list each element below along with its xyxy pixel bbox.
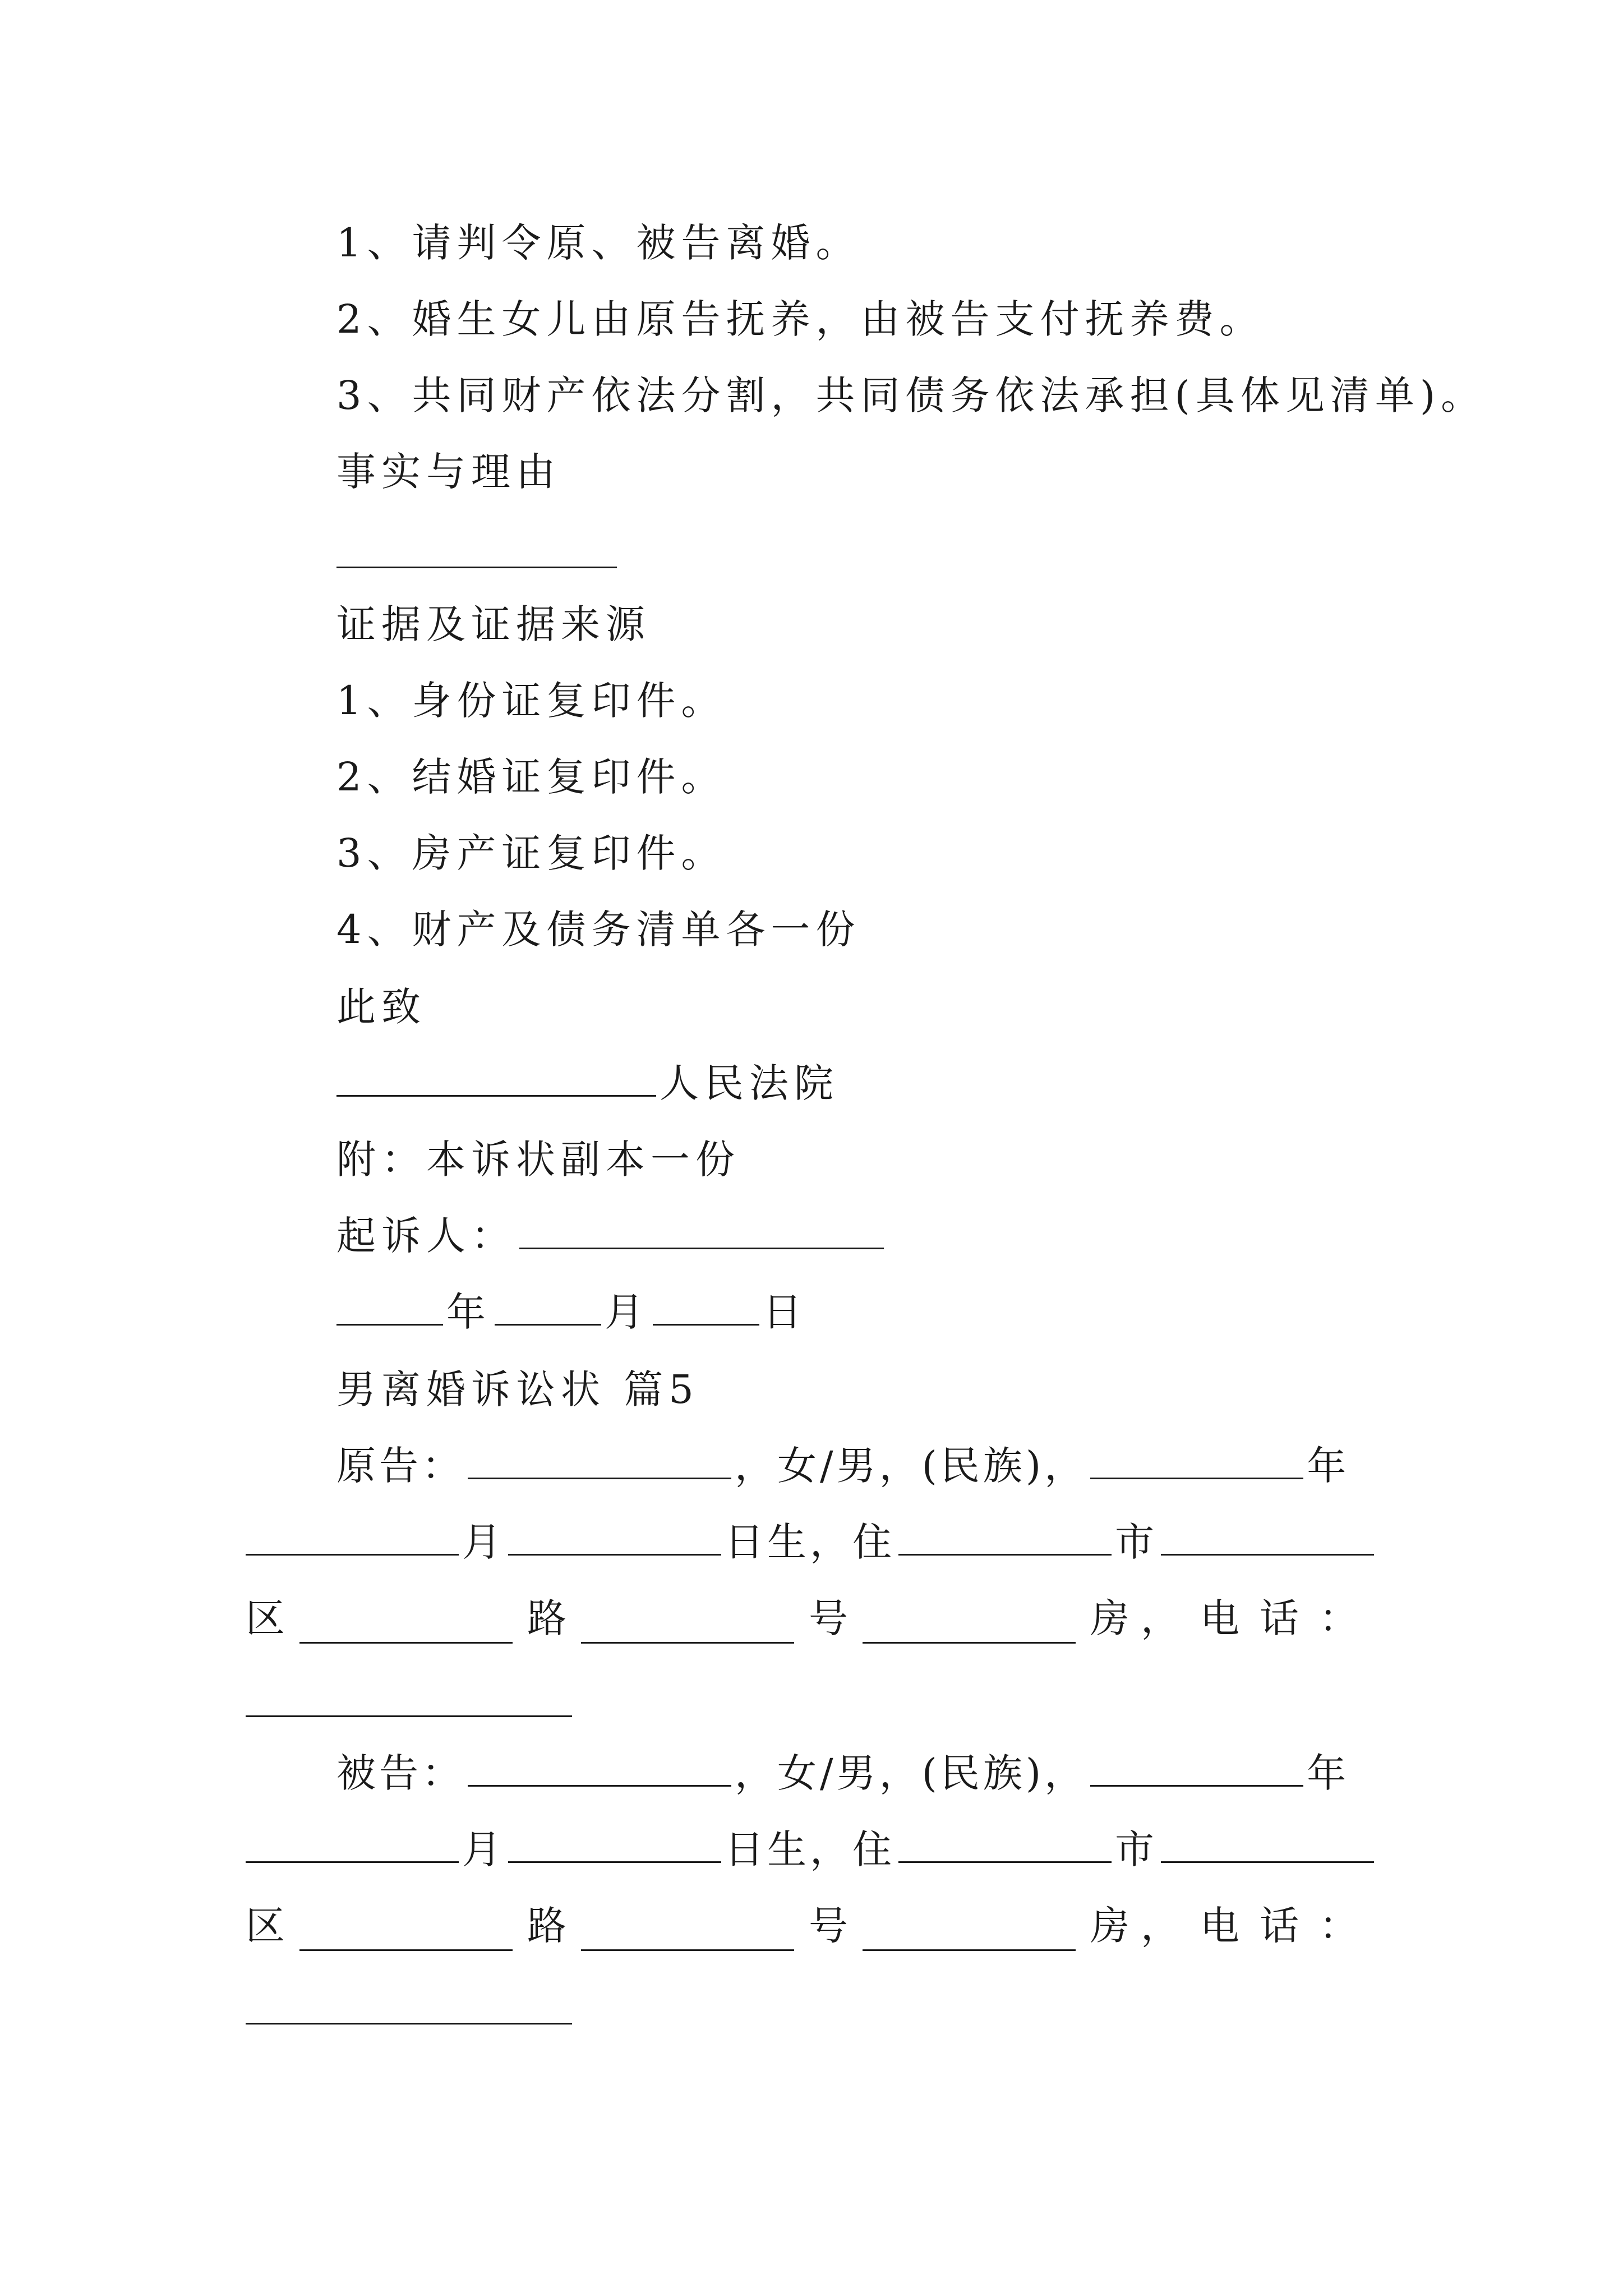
birth-year-blank: [1090, 1751, 1303, 1787]
year-blank: [336, 1290, 443, 1326]
city-blank: [898, 1828, 1112, 1863]
facts-heading: 事实与理由: [336, 449, 561, 495]
defendant-line-3: [246, 1901, 1378, 1951]
born-address-label: 日生，住: [725, 1826, 895, 1872]
district-label: 区: [246, 1595, 285, 1641]
road-label: 路: [527, 1595, 566, 1641]
claim-item: 3、共同财产依法分割，共同债务依法承担(具体见清单)。: [336, 372, 1486, 418]
month-label: 月: [462, 1519, 505, 1565]
gender-ethnicity: ，女/男，(民族)，: [735, 1750, 1087, 1796]
defendant-line-1: [336, 1748, 1349, 1798]
city-label: 市: [1115, 1519, 1158, 1565]
claim-item: 1、请判令原、被告离婚。: [336, 220, 861, 266]
court-line: [336, 1058, 839, 1108]
date-line: [336, 1287, 808, 1337]
birth-year-blank: [1090, 1444, 1303, 1479]
court-suffix: 人民法院: [660, 1060, 839, 1106]
number-blank: [863, 1608, 1076, 1644]
day-blank: [653, 1290, 759, 1326]
name-blank: [468, 1444, 731, 1479]
evidence-item: 3、房产证复印件。: [336, 830, 726, 876]
city-after-blank: [1161, 1520, 1374, 1556]
city-after-blank: [1161, 1828, 1374, 1863]
gender-ethnicity: ，女/男，(民族)，: [735, 1443, 1087, 1489]
plaintiff-sign-blank: [519, 1214, 884, 1249]
plaintiff-sign-label: 起诉人：: [336, 1213, 516, 1259]
plaintiff-line-3: [246, 1593, 1378, 1644]
room-label: 房: [1090, 1595, 1129, 1641]
section-title: 男离婚诉讼状 篇5: [336, 1366, 699, 1412]
phone-blank: [246, 1715, 572, 1717]
day-label: 日: [763, 1289, 808, 1335]
evidence-item: 1、身份证复印件。: [336, 678, 726, 724]
month-label: 月: [462, 1826, 505, 1872]
phone-blank: [246, 2023, 572, 2024]
road-label: 路: [527, 1903, 566, 1949]
city-label: 市: [1115, 1826, 1158, 1872]
number-blank: [863, 1916, 1076, 1951]
evidence-item: 4、财产及债务清单各一份: [336, 907, 861, 953]
phone-label: ，电话：: [1141, 1903, 1378, 1949]
year-label: 年: [446, 1289, 491, 1335]
plaintiff-line-2: [246, 1517, 1377, 1567]
birth-day-blank: [508, 1828, 721, 1863]
month-blank: [495, 1290, 601, 1326]
defendant-line-2: [246, 1824, 1377, 1875]
party-label: 被告：: [336, 1750, 464, 1796]
evidence-item: 2、结婚证复印件。: [336, 754, 726, 800]
claim-item: 2、婚生女儿由原告抚养，由被告支付抚养费。: [336, 296, 1265, 342]
facts-blank-line: [336, 567, 617, 568]
birth-month-blank: [246, 1828, 459, 1863]
district-blank: [299, 1608, 513, 1644]
birth-day-blank: [508, 1520, 721, 1556]
city-blank: [898, 1520, 1112, 1556]
number-label: 号: [809, 1903, 848, 1949]
road-blank: [581, 1608, 794, 1644]
plaintiff-sign-line: [336, 1211, 887, 1261]
closing-text: 此致: [336, 984, 426, 1030]
year-label: 年: [1307, 1443, 1350, 1489]
plaintiff-line-1: [336, 1441, 1349, 1491]
phone-label: ，电话：: [1141, 1595, 1378, 1641]
road-blank: [581, 1916, 794, 1951]
party-label: 原告：: [336, 1443, 464, 1489]
name-blank: [468, 1751, 731, 1787]
evidence-heading: 证据及证据来源: [336, 601, 651, 647]
birth-month-blank: [246, 1520, 459, 1556]
room-label: 房: [1090, 1903, 1129, 1949]
born-address-label: 日生，住: [725, 1519, 895, 1565]
number-label: 号: [809, 1595, 848, 1641]
month-label: 月: [605, 1289, 649, 1335]
district-blank: [299, 1916, 513, 1951]
year-label: 年: [1307, 1750, 1350, 1796]
attachment-note: 附：本诉状副本一份: [336, 1137, 740, 1182]
district-label: 区: [246, 1903, 285, 1949]
court-name-blank: [336, 1061, 656, 1097]
